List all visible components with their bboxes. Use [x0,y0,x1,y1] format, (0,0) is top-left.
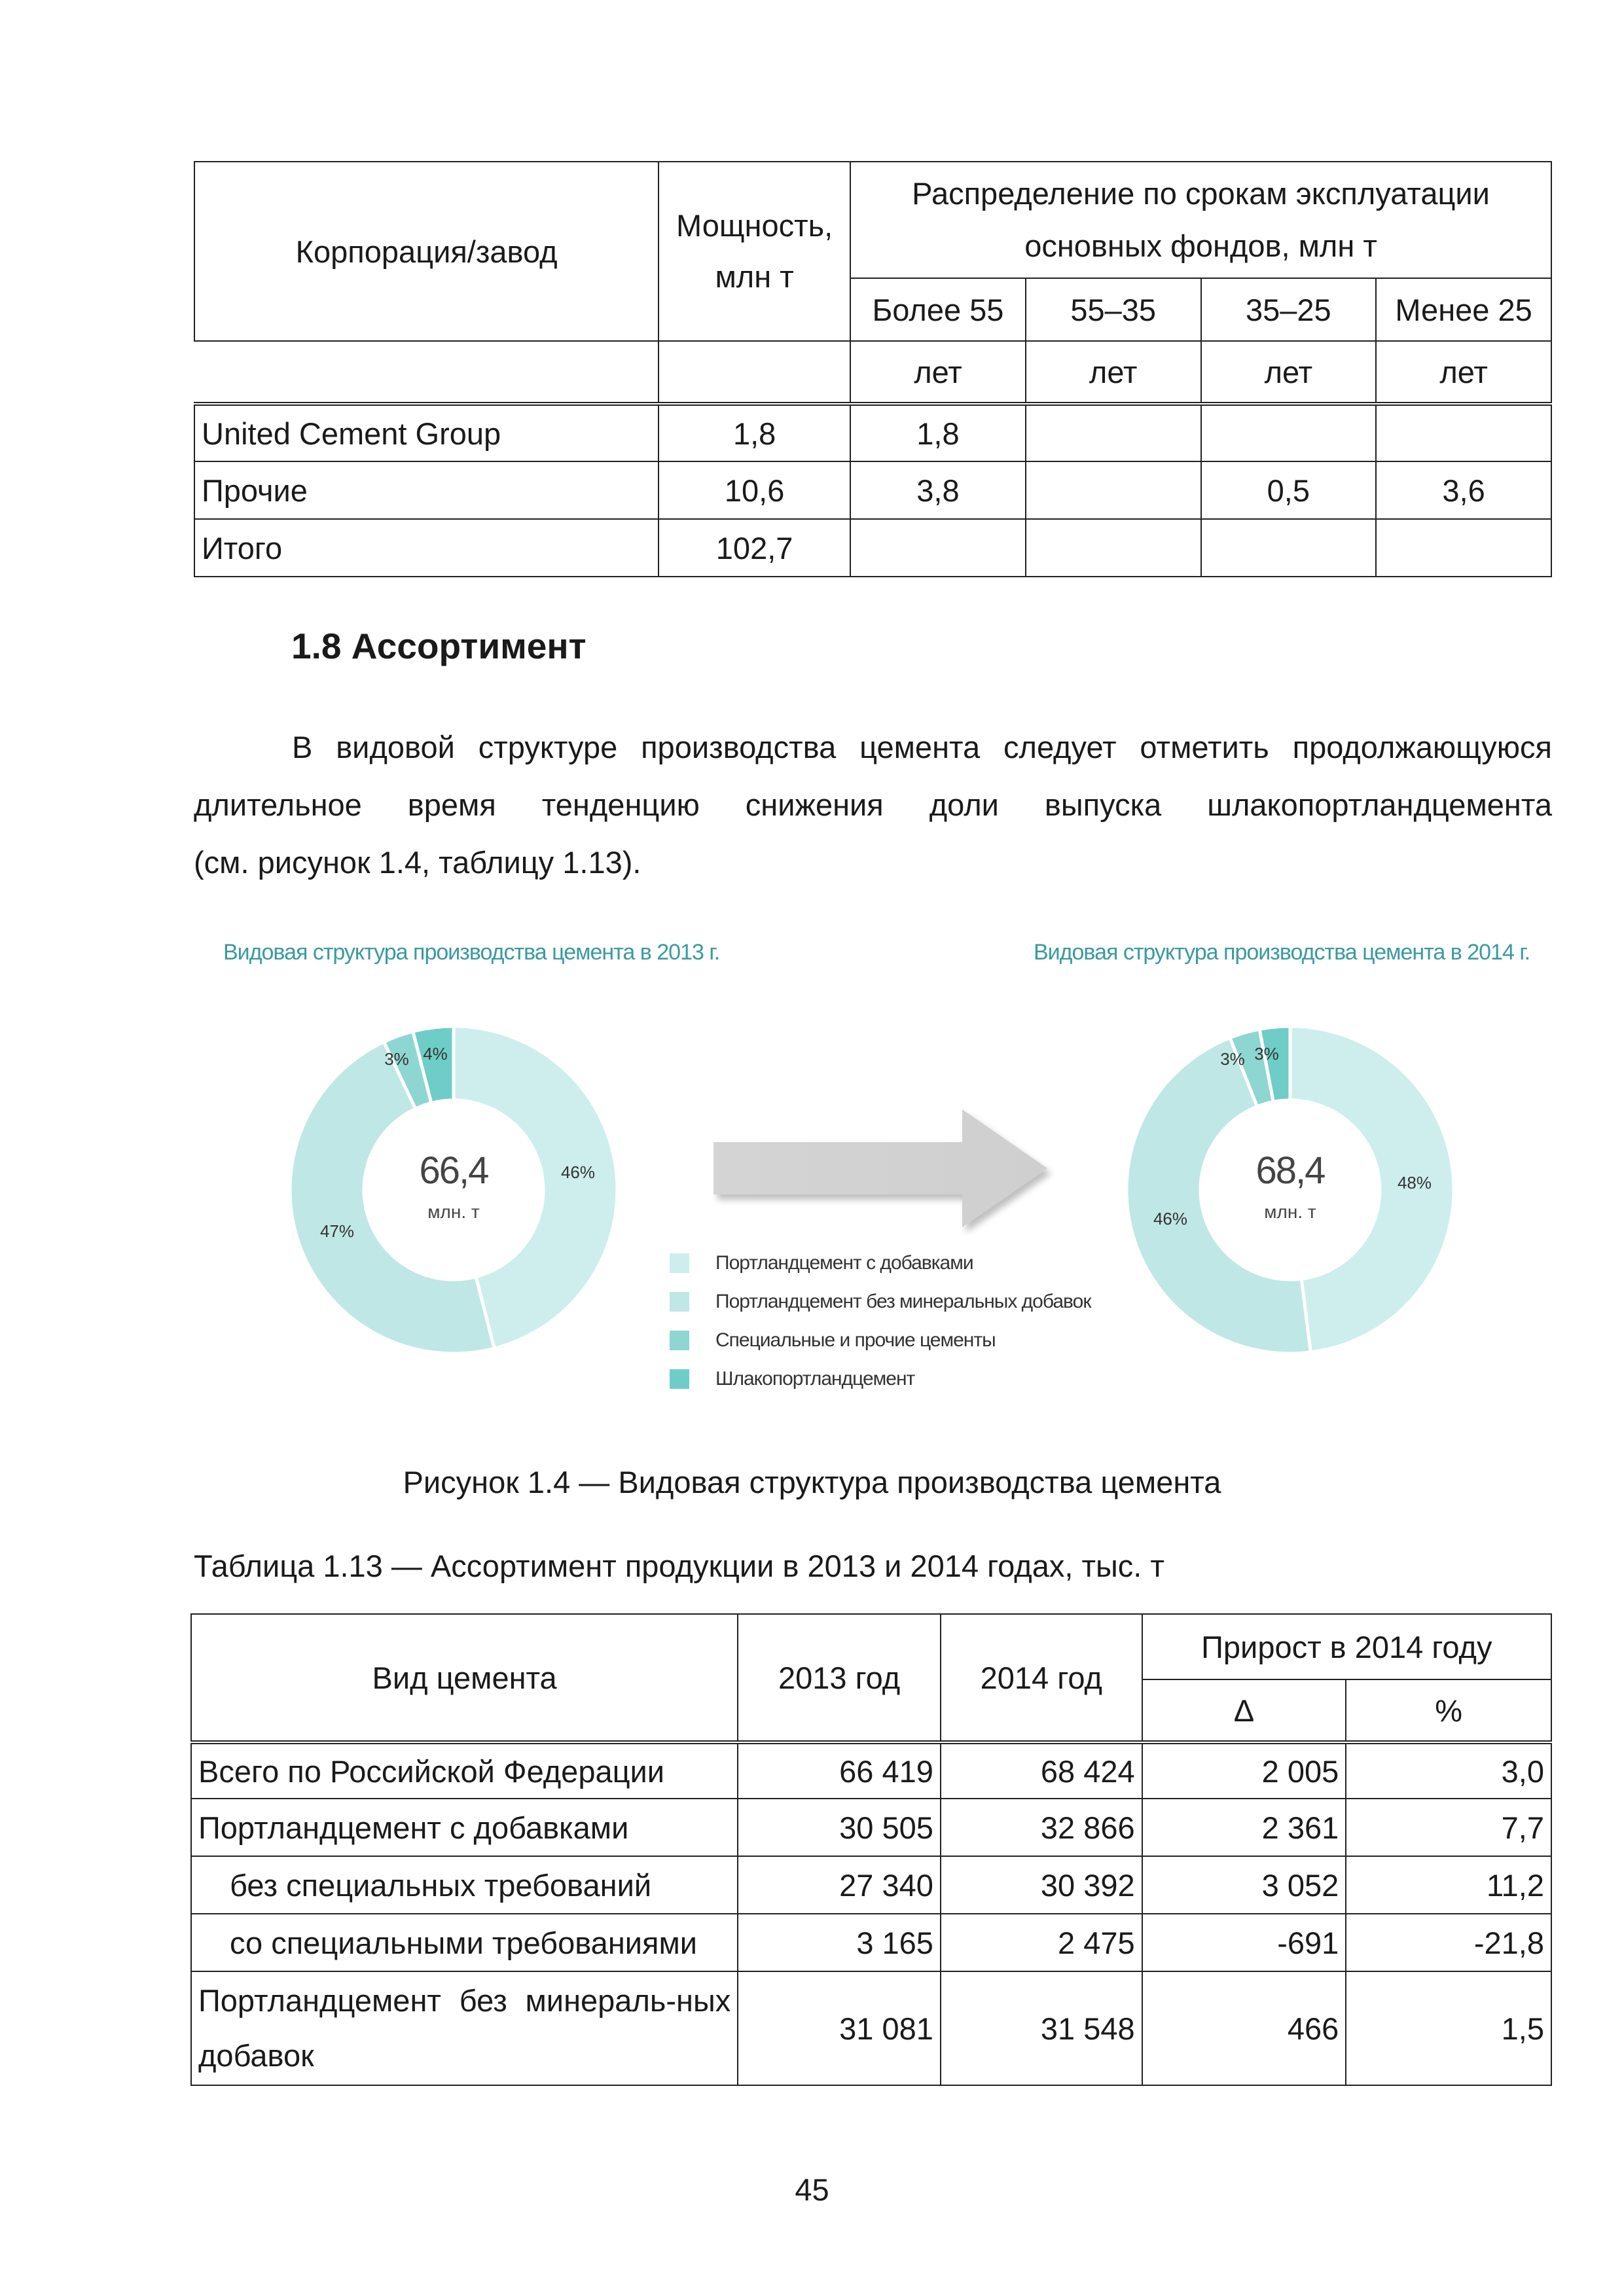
table-row [191,1799,1551,1856]
cell-age-3 [1201,404,1377,461]
slice-label: 3% [1220,1049,1245,1069]
header-age-2: 55–35 [1026,278,1201,341]
cell-2013: 31 081 [738,1971,941,2085]
body-paragraph-end: (см. рисунок 1.4, таблицу 1.13). [194,845,641,880]
legend-label: Портландцемент без минеральных добавок [715,1291,1091,1312]
legend-item [670,1289,1091,1315]
header-corporation: Корпорация/завод [194,162,659,341]
header-percent: % [1346,1679,1551,1742]
table-row [191,1856,1551,1914]
assortment-table [190,1613,1552,2086]
cell-age-2 [1026,404,1201,461]
header-age-unit-2: лет [1026,341,1201,404]
legend-item [670,1327,996,1354]
cell-delta: 3 052 [1142,1856,1346,1914]
cell-age-3 [1201,519,1377,577]
header-age-1: Более 55 [850,278,1026,341]
cell-name: United Cement Group [194,404,659,461]
cell-delta: 466 [1142,1971,1346,2085]
header-age-distribution: Распределение по срокам эксплуатации основных фондов, млн т [850,162,1551,278]
page-number: 45 [795,2172,829,2207]
center-value-2013: 66,4 [419,1149,488,1192]
header-2014: 2014 год [941,1614,1142,1742]
section-heading: 1.8 Ассортимент [291,626,586,666]
header-age-unit-4: лет [1376,341,1551,404]
table-row [194,461,1551,519]
cell-percent: 3,0 [1346,1742,1551,1799]
table-caption: Таблица 1.13 — Ассортимент продукции в 2013 и 2014 годах, тыс. т [194,1549,1164,1583]
cell-age-3: 0,5 [1201,461,1377,519]
center-unit-2013: млн. т [427,1202,480,1222]
legend-swatch [670,1331,689,1350]
header-age-3: 35–25 [1201,278,1377,341]
arrow-right-icon [713,1109,1080,1240]
slice-label: 3% [384,1049,409,1069]
header-delta: Δ [1142,1679,1346,1742]
cell-capacity: 1,8 [659,404,850,461]
cell-2013: 3 165 [738,1914,941,1971]
cell-2014: 2 475 [941,1914,1142,1971]
cell-age-4 [1376,404,1551,461]
legend-label: Шлакопортландцемент [715,1368,915,1390]
cell-age-2 [1026,461,1201,519]
legend-swatch [670,1292,689,1312]
cell-2013: 27 340 [738,1856,941,1914]
cell-type: без специальных требований [191,1856,738,1914]
center-value-2014: 68,4 [1255,1149,1325,1192]
cell-capacity: 102,7 [659,519,850,577]
cell-name: Прочие [194,461,659,519]
table-row [191,1971,1551,2085]
slice-label: 46% [560,1162,596,1182]
table-row [194,404,1551,461]
cell-2013: 66 419 [738,1742,941,1799]
cell-type: Портландцемент без минераль-ных добавок [191,1971,738,2085]
legend-swatch [670,1253,689,1273]
legend-item [670,1366,914,1392]
chart-title-2014: Видовая структура производства цемента в 2014 г. [1033,940,1530,965]
legend-label: Портландцемент с добавками [715,1252,973,1274]
cell-percent: 7,7 [1346,1799,1551,1856]
header-spacer-2 [659,341,850,404]
header-age-unit-3: лет [1201,341,1377,404]
header-capacity: Мощность, млн т [659,162,850,341]
capacity-table [194,161,1552,577]
header-age-unit-1: лет [850,341,1026,404]
center-unit-2014: млн. т [1264,1202,1316,1222]
cell-name: Итого [194,519,659,577]
legend-label: Специальные и прочие цементы [715,1329,996,1351]
header-cement-type: Вид цемента [191,1614,738,1742]
cell-type: со специальными требованиями [191,1914,738,1971]
cell-age-1: 3,8 [850,461,1026,519]
chart-title-2013: Видовая структура производства цемента в 2013 г. [223,940,720,965]
cell-percent: 1,5 [1346,1971,1551,2085]
header-age-4: Менее 25 [1376,278,1551,341]
cell-delta: -691 [1142,1914,1346,1971]
slice-label: 46% [1153,1209,1188,1229]
cell-capacity: 10,6 [659,461,850,519]
cell-age-4: 3,6 [1376,461,1551,519]
cell-age-4 [1376,519,1551,577]
header-2013: 2013 год [738,1614,941,1742]
cell-age-1: 1,8 [850,404,1026,461]
cell-age-1 [850,519,1026,577]
slice-label: 47% [319,1221,355,1241]
cell-delta: 2 361 [1142,1799,1346,1856]
slice-label: 3% [1254,1044,1279,1064]
table-row [194,519,1551,577]
header-spacer-1 [194,341,659,404]
cell-2014: 32 866 [941,1799,1142,1856]
slice-label: 4% [423,1044,448,1064]
cell-percent: 11,2 [1346,1856,1551,1914]
header-growth: Прирост в 2014 году [1142,1614,1551,1679]
cell-2013: 30 505 [738,1799,941,1856]
cell-2014: 68 424 [941,1742,1142,1799]
legend-item [670,1250,973,1276]
body-paragraph: В видовой структуре производства цемента следует отметить продолжающуюся длительное время тенденцию снижения доли выпуска шлакопортландцемента [194,730,1552,822]
legend-swatch [670,1369,689,1389]
cell-delta: 2 005 [1142,1742,1346,1799]
cell-age-2 [1026,519,1201,577]
cell-type: Всего по Российской Федерации [191,1742,738,1799]
table-row [191,1914,1551,1971]
slice-label: 48% [1397,1173,1432,1193]
cell-percent: -21,8 [1346,1914,1551,1971]
table-row [191,1742,1551,1799]
figure-caption: Рисунок 1.4 — Видовая структура производства цемента [403,1465,1221,1499]
cell-type: Портландцемент с добавками [191,1799,738,1856]
cell-2014: 31 548 [941,1971,1142,2085]
cell-2014: 30 392 [941,1856,1142,1914]
